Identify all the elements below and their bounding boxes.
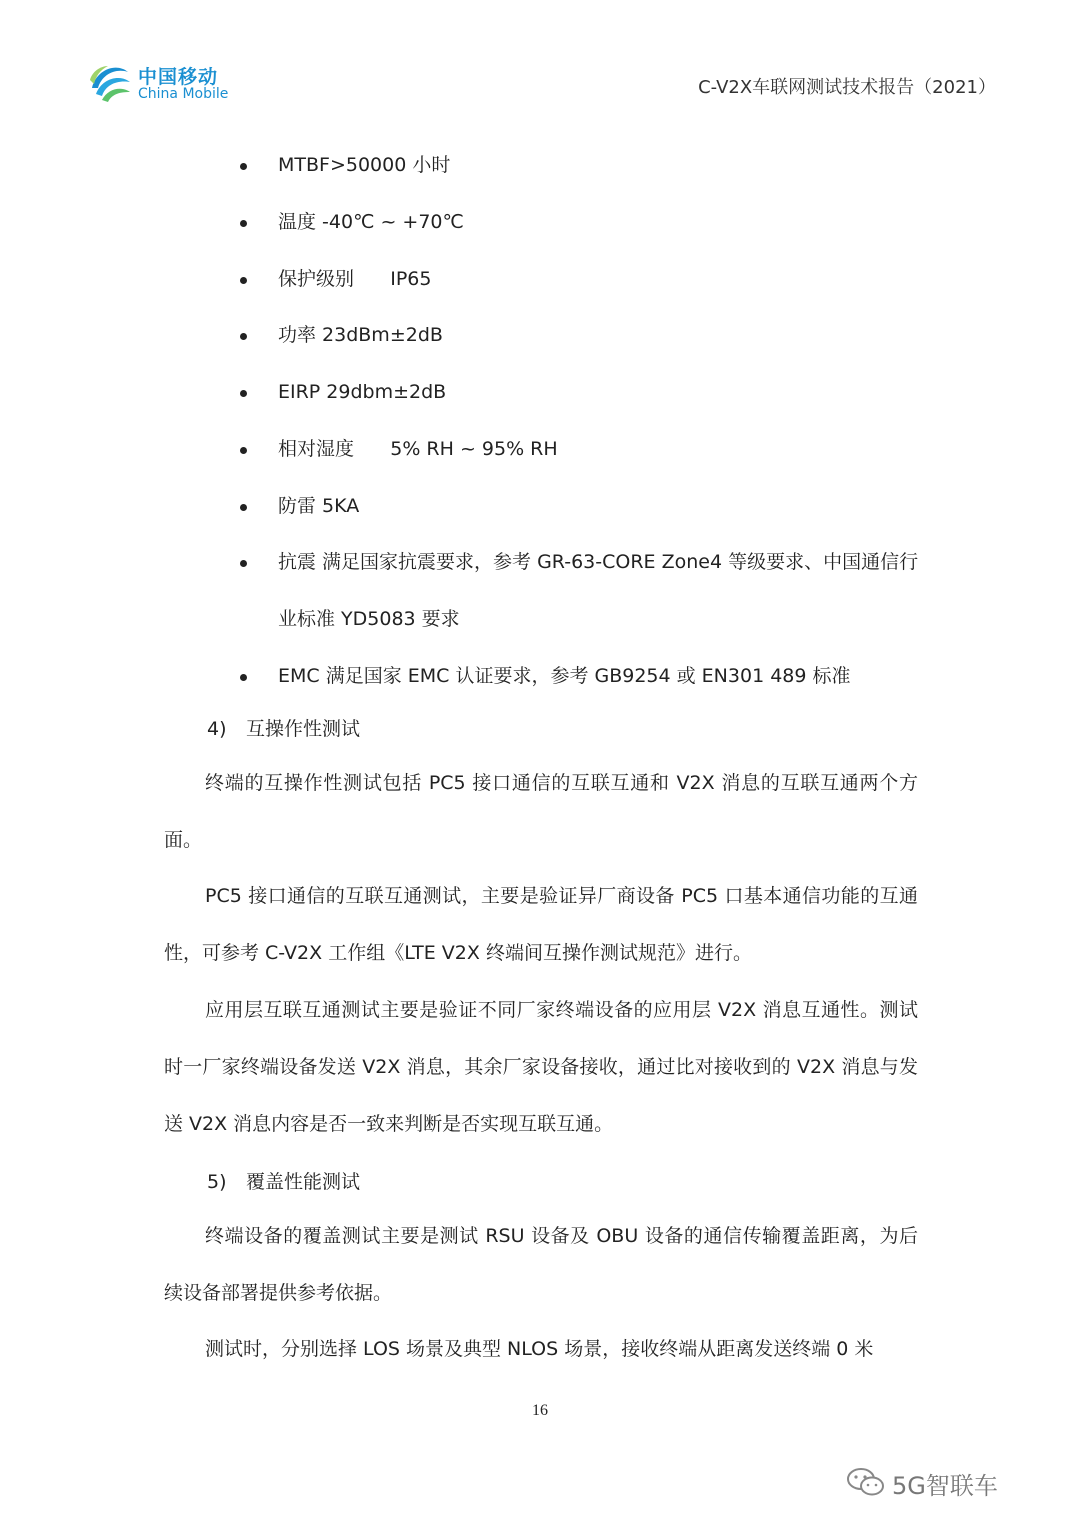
section-heading-4 <box>207 714 360 741</box>
watermark-text: 5G智联车 <box>892 1472 998 1500</box>
section-number: 5) <box>207 1171 227 1193</box>
logo-english-text: China Mobile <box>138 86 229 102</box>
paragraph: 终端设备的覆盖测试主要是测试 RSU 设备及 OBU 设备的通信传输覆盖距离，为后续设备部署提供参考依据。 <box>164 1225 918 1304</box>
section-number: 4) <box>207 718 227 740</box>
bullet-text: 保护级别 IP65 <box>278 268 432 290</box>
paragraph: PC5 接口通信的互联互通测试，主要是验证异厂商设备 PC5 口基本通信功能的互通性，可参考 C-V2X 工作组《LTE V2X 终端间互操作测试规范》进行。 <box>164 885 918 964</box>
bullet-text: 温度 -40℃ ~ +70℃ <box>278 211 464 233</box>
bullet-text: 相对湿度 5% RH ~ 95% RH <box>278 438 558 460</box>
company-logo <box>86 58 236 106</box>
section-title: 互操作性测试 <box>246 718 361 740</box>
section-title: 覆盖性能测试 <box>246 1171 361 1193</box>
watermark <box>846 1464 1046 1500</box>
document-title: C-V2X车联网测试技术报告（2021） <box>698 77 996 98</box>
bullet-text: 防雷 5KA <box>278 495 360 517</box>
bullet-icon <box>240 163 247 170</box>
bullet-icon <box>240 560 247 567</box>
bullet-text: 功率 23dBm±2dB <box>278 324 443 346</box>
bullet-text: 抗震 满足国家抗震要求，参考 GR-63-CORE Zone4 等级要求、中国通信行业标准 YD5083 要求 <box>278 551 919 630</box>
china-mobile-logo-icon <box>86 58 134 106</box>
bullet-icon <box>240 504 247 511</box>
paragraph: 终端的互操作性测试包括 PC5 接口通信的互联互通和 V2X 消息的互联互通两个方面。 <box>164 772 918 851</box>
bullet-text: EIRP 29dbm±2dB <box>278 381 447 403</box>
bullet-icon <box>240 390 247 397</box>
bullet-icon <box>240 447 247 454</box>
logo-chinese-text: 中国移动 <box>138 66 219 88</box>
bullet-text: EMC 满足国家 EMC 认证要求，参考 GB9254 或 EN301 489 标准 <box>278 665 851 687</box>
bullet-icon <box>240 277 247 284</box>
paragraph: 应用层互联互通测试主要是验证不同厂家终端设备的应用层 V2X 消息互通性。测试时一厂家终端设备发送 V2X 消息，其余厂家设备接收，通过比对接收到的 V2X 消息与发送 V2X 消息内容是否一致来判断是否实现互联互通。 <box>164 999 918 1135</box>
paragraph: 测试时，分别选择 LOS 场景及典型 NLOS 场景，接收终端从距离发送终端 0 米 <box>205 1338 874 1360</box>
bullet-icon <box>240 333 247 340</box>
bullet-icon <box>240 220 247 227</box>
page-number: 16 <box>532 1402 548 1419</box>
bullet-icon <box>240 674 247 681</box>
section-heading-5 <box>207 1167 360 1194</box>
wechat-icon <box>846 1466 886 1498</box>
bullet-text: MTBF>50000 小时 <box>278 154 451 176</box>
